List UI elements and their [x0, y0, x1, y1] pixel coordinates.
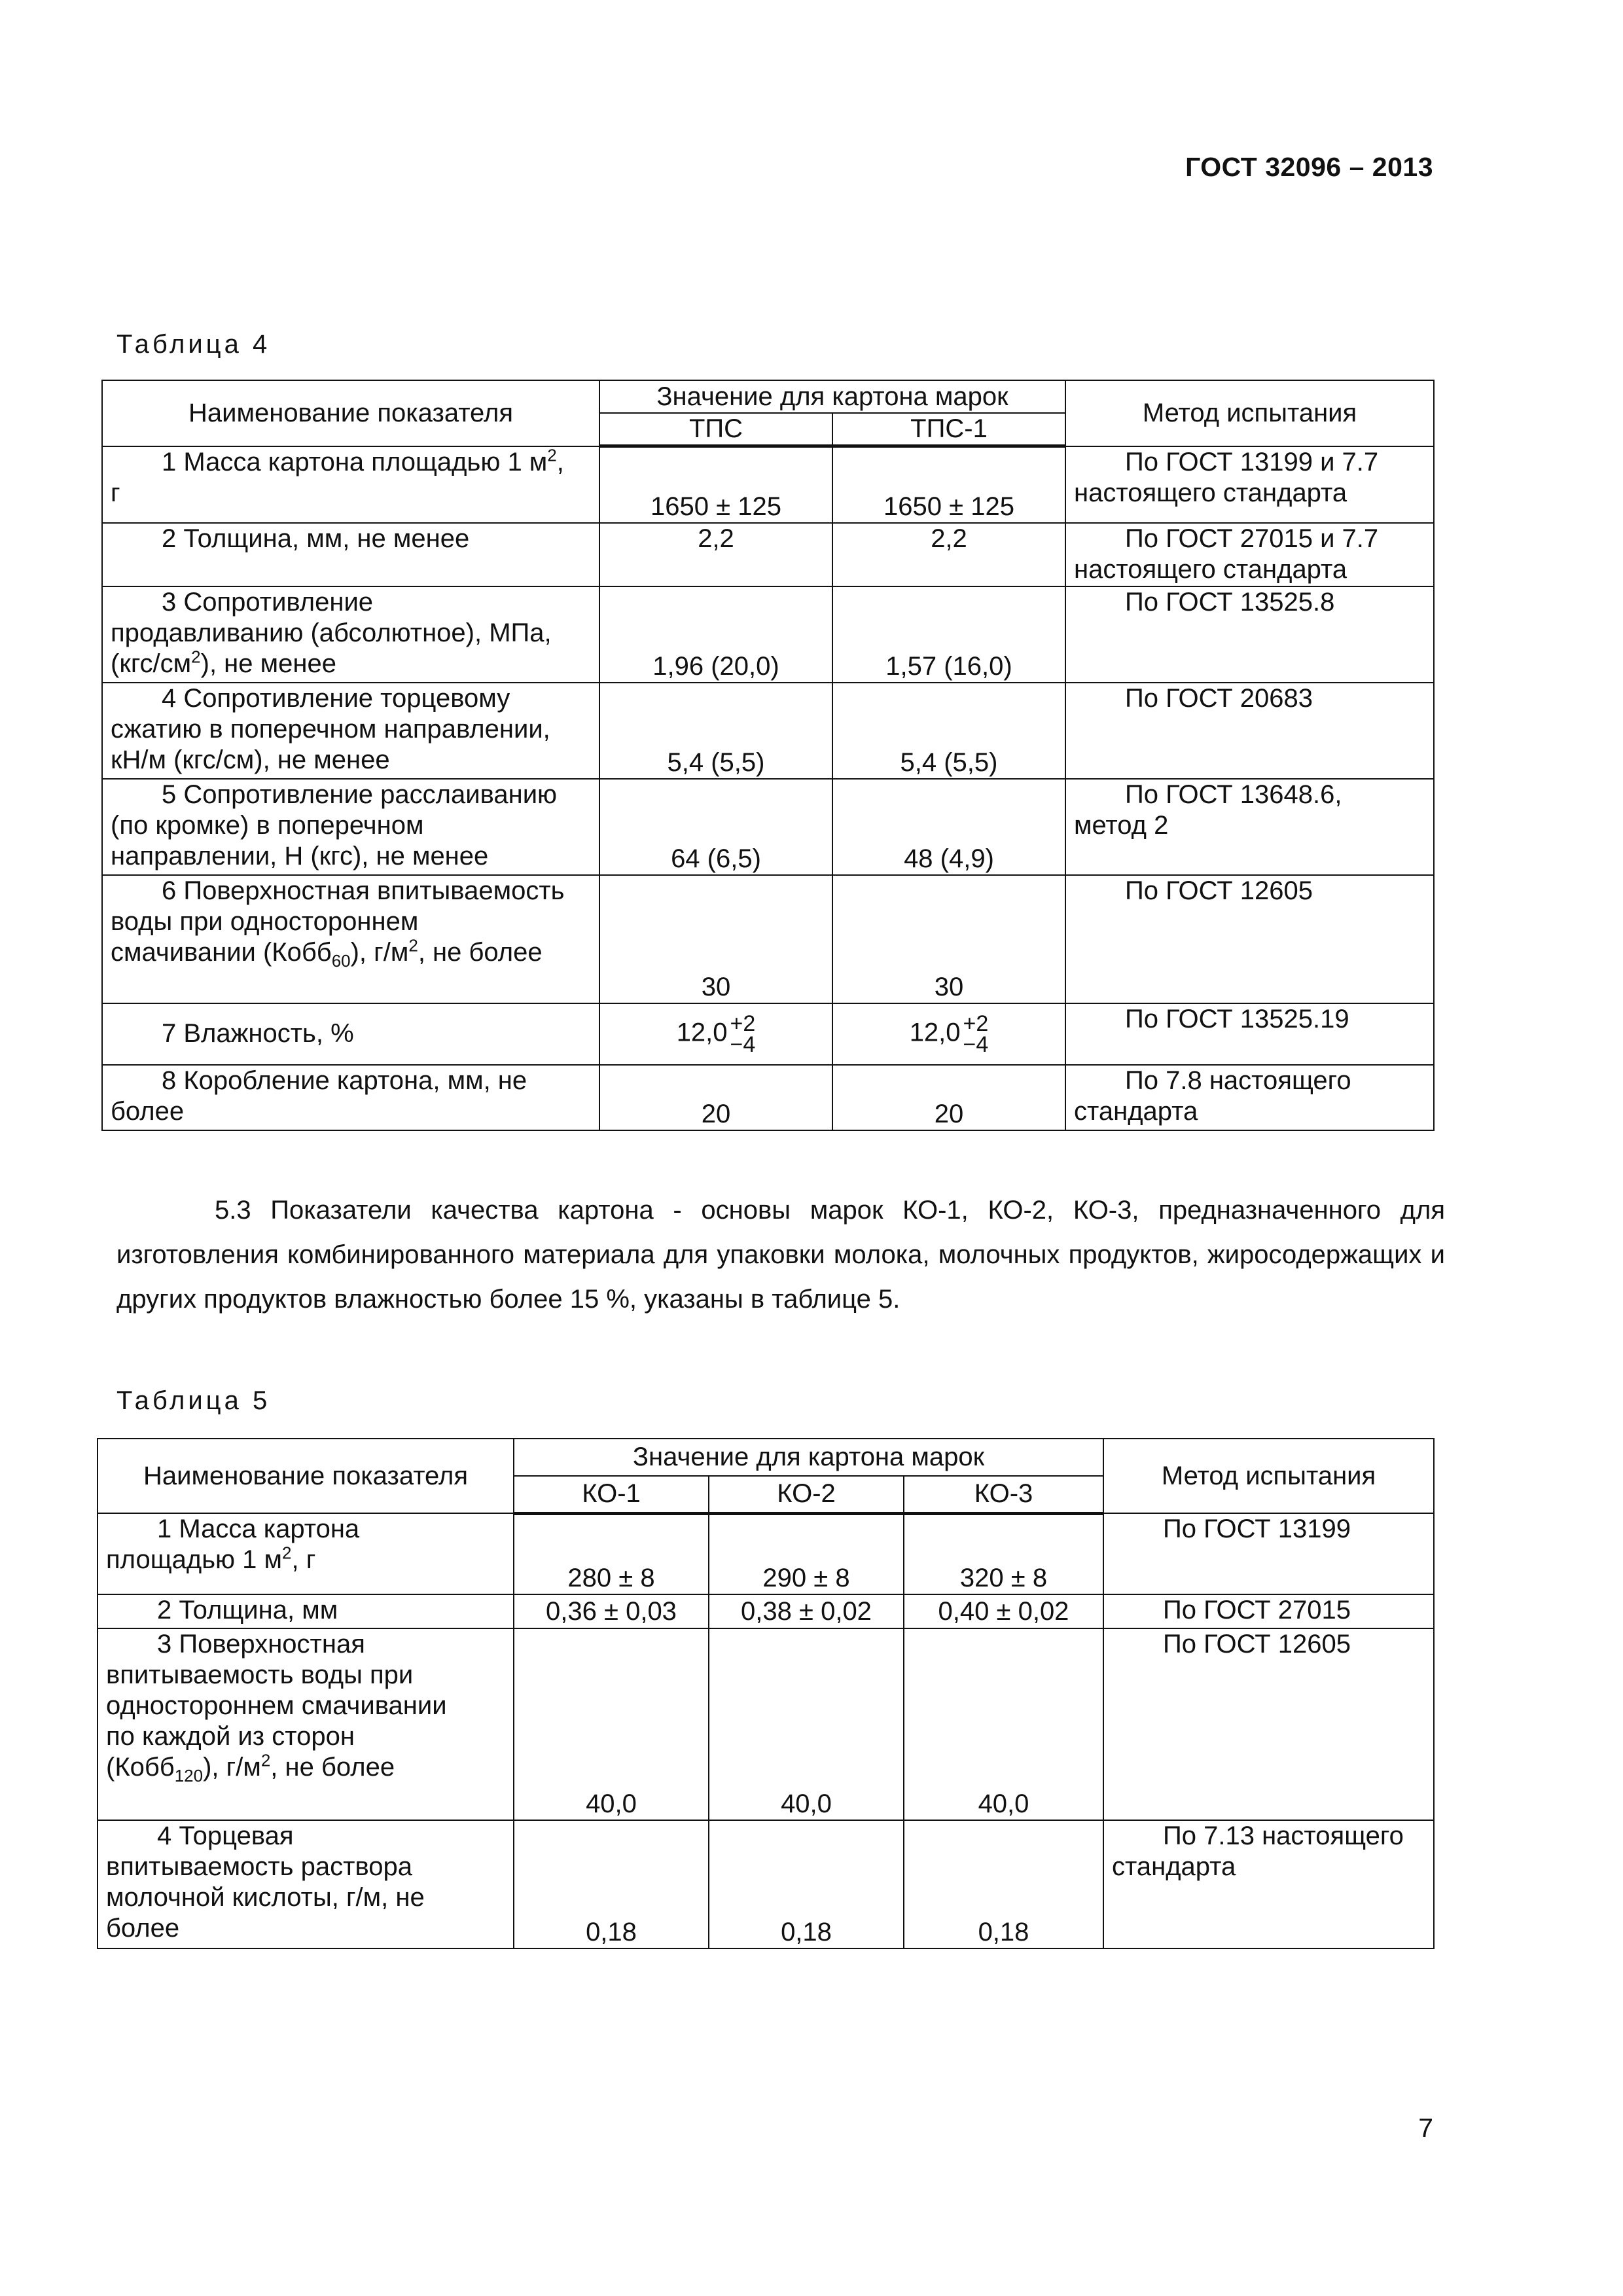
table4 — [101, 380, 1435, 1131]
page-number: 7 — [1418, 2113, 1433, 2143]
table5-header-method: Метод испытания — [1103, 1439, 1434, 1513]
row-name: 6 Поверхностная впитываемость воды при одностороннем смачивании (Кобб$_{60}$), $г/м^2$, не более — [102, 875, 599, 1003]
row-name: 4 Торцевая впитываемость раствора молочной кислоты, г/м, не более — [98, 1820, 514, 1948]
row-value-tps1: 1,57 (16,0) — [832, 586, 1065, 683]
row-value-ko3: 320 ± 8 — [904, 1513, 1103, 1594]
table-row — [98, 1820, 1434, 1948]
table-row — [102, 683, 1434, 779]
row-value-tps: 64 (6,5) — [599, 779, 832, 875]
row-value-ko1: 280 ± 8 — [514, 1513, 709, 1594]
table4-header-method: Метод испытания — [1065, 380, 1434, 446]
table5-header-brand-ko2: КО-2 — [709, 1476, 904, 1513]
paragraph-text: 5.3 Показатели качества картона - основы марок КО-1, КО-2, КО-3, предназначенного для изготовления комбинированного материала для упаковки молока, молочных продуктов, жиросодержащих и других продуктов влажностью более 15 %, указаны в таблице 5. — [116, 1196, 1445, 1314]
table-row — [102, 875, 1434, 1003]
row-method: По ГОСТ 20683 — [1065, 683, 1434, 779]
row-method: По 7.13 настоящего стандарта — [1103, 1820, 1434, 1948]
row-name: 2 Толщина, мм — [98, 1594, 514, 1628]
table5-caption: Таблица 5 — [116, 1386, 271, 1415]
row-method: По 7.8 настоящего стандарта — [1065, 1065, 1434, 1130]
row-method: По ГОСТ 13199 — [1103, 1513, 1434, 1594]
table-row — [102, 1003, 1434, 1065]
table-row — [102, 446, 1434, 523]
table-row — [102, 1065, 1434, 1130]
table4-header-brand-tps1: ТПС-1 — [832, 413, 1065, 446]
row-name: 3 Сопротивление продавливанию (абсолютное), МПа, $(кгс/см^2)$, не менее — [102, 586, 599, 683]
row-name: 4 Сопротивление торцевому сжатию в поперечном направлении, кН/м (кгс/см), не менее — [102, 683, 599, 779]
table-row — [102, 779, 1434, 875]
row-value-tps1: 5,4 (5,5) — [832, 683, 1065, 779]
row-value-tps1: 12,0 +2 −4 — [832, 1003, 1065, 1065]
row-method: По ГОСТ 27015 — [1103, 1594, 1434, 1628]
row-value-tps1: 48 (4,9) — [832, 779, 1065, 875]
paragraph-5-3 — [116, 1188, 1445, 1321]
table-row — [102, 586, 1434, 683]
table4-header-brand-tps: ТПС — [599, 413, 832, 446]
row-value-ko2: 0,38 ± 0,02 — [709, 1594, 904, 1628]
table5-header-brand-ko1: КО-1 — [514, 1476, 709, 1513]
table-row — [98, 1594, 1434, 1628]
table4-header-name: Наименование показателя — [102, 380, 599, 446]
row-value-tps: 1,96 (20,0) — [599, 586, 832, 683]
row-method: По ГОСТ 12605 — [1103, 1628, 1434, 1820]
table-row — [98, 1628, 1434, 1820]
row-name: 8 Коробление картона, мм, не более — [102, 1065, 599, 1130]
table4-caption: Таблица 4 — [116, 330, 271, 359]
row-value-tps1: 1650 ± 125 — [832, 446, 1065, 523]
row-value-ko3: 0,40 ± 0,02 — [904, 1594, 1103, 1628]
row-value-tps1: 2,2 — [832, 523, 1065, 586]
row-value-ko3: 40,0 — [904, 1628, 1103, 1820]
row-value-tps: 5,4 (5,5) — [599, 683, 832, 779]
row-name: 5 Сопротивление расслаиванию (по кромке) в поперечном направлении, Н (кгс), не менее — [102, 779, 599, 875]
row-value-tps: 2,2 — [599, 523, 832, 586]
row-name: 7 Влажность, % — [102, 1003, 599, 1065]
table5 — [97, 1438, 1435, 1949]
row-value-tps: 1650 ± 125 — [599, 446, 832, 523]
table-row — [98, 1513, 1434, 1594]
row-value-ko1: 40,0 — [514, 1628, 709, 1820]
row-method: По ГОСТ 13648.6, метод 2 — [1065, 779, 1434, 875]
row-value-tps: 30 — [599, 875, 832, 1003]
row-name: 1 Масса картона площадью 1 $м^2$, г — [98, 1513, 514, 1594]
row-value-tps: 20 — [599, 1065, 832, 1130]
row-method: По ГОСТ 27015 и 7.7 настоящего стандарта — [1065, 523, 1434, 586]
row-name: 3 Поверхностная впитываемость воды при одностороннем смачивании по каждой из сторон (Кобб$_{120}$), $г/м^2$, не более — [98, 1628, 514, 1820]
table5-header-value-group: Значение для картона марок — [514, 1439, 1103, 1476]
row-method: По ГОСТ 13525.8 — [1065, 586, 1434, 683]
row-value-tps1: 20 — [832, 1065, 1065, 1130]
row-value-ko1: 0,18 — [514, 1820, 709, 1948]
row-value-tps: 12,0 +2 −4 — [599, 1003, 832, 1065]
document-code-header: ГОСТ 32096 – 2013 — [1185, 152, 1433, 182]
row-value-ko2: 40,0 — [709, 1628, 904, 1820]
row-value-tps1: 30 — [832, 875, 1065, 1003]
row-name: 2 Толщина, мм, не менее — [102, 523, 599, 586]
row-value-ko3: 0,18 — [904, 1820, 1103, 1948]
row-method: По ГОСТ 13525.19 — [1065, 1003, 1434, 1065]
table5-header-name: Наименование показателя — [98, 1439, 514, 1513]
row-name: 1 Масса картона площадью 1 $м^2$, г — [102, 446, 599, 523]
table5-header-brand-ko3: КО-3 — [904, 1476, 1103, 1513]
row-method: По ГОСТ 12605 — [1065, 875, 1434, 1003]
table4-header-value-group: Значение для картона марок — [599, 380, 1065, 413]
row-method: По ГОСТ 13199 и 7.7 настоящего стандарта — [1065, 446, 1434, 523]
row-value-ko2: 0,18 — [709, 1820, 904, 1948]
row-value-ko1: 0,36 ± 0,03 — [514, 1594, 709, 1628]
table-row — [102, 523, 1434, 586]
row-value-ko2: 290 ± 8 — [709, 1513, 904, 1594]
